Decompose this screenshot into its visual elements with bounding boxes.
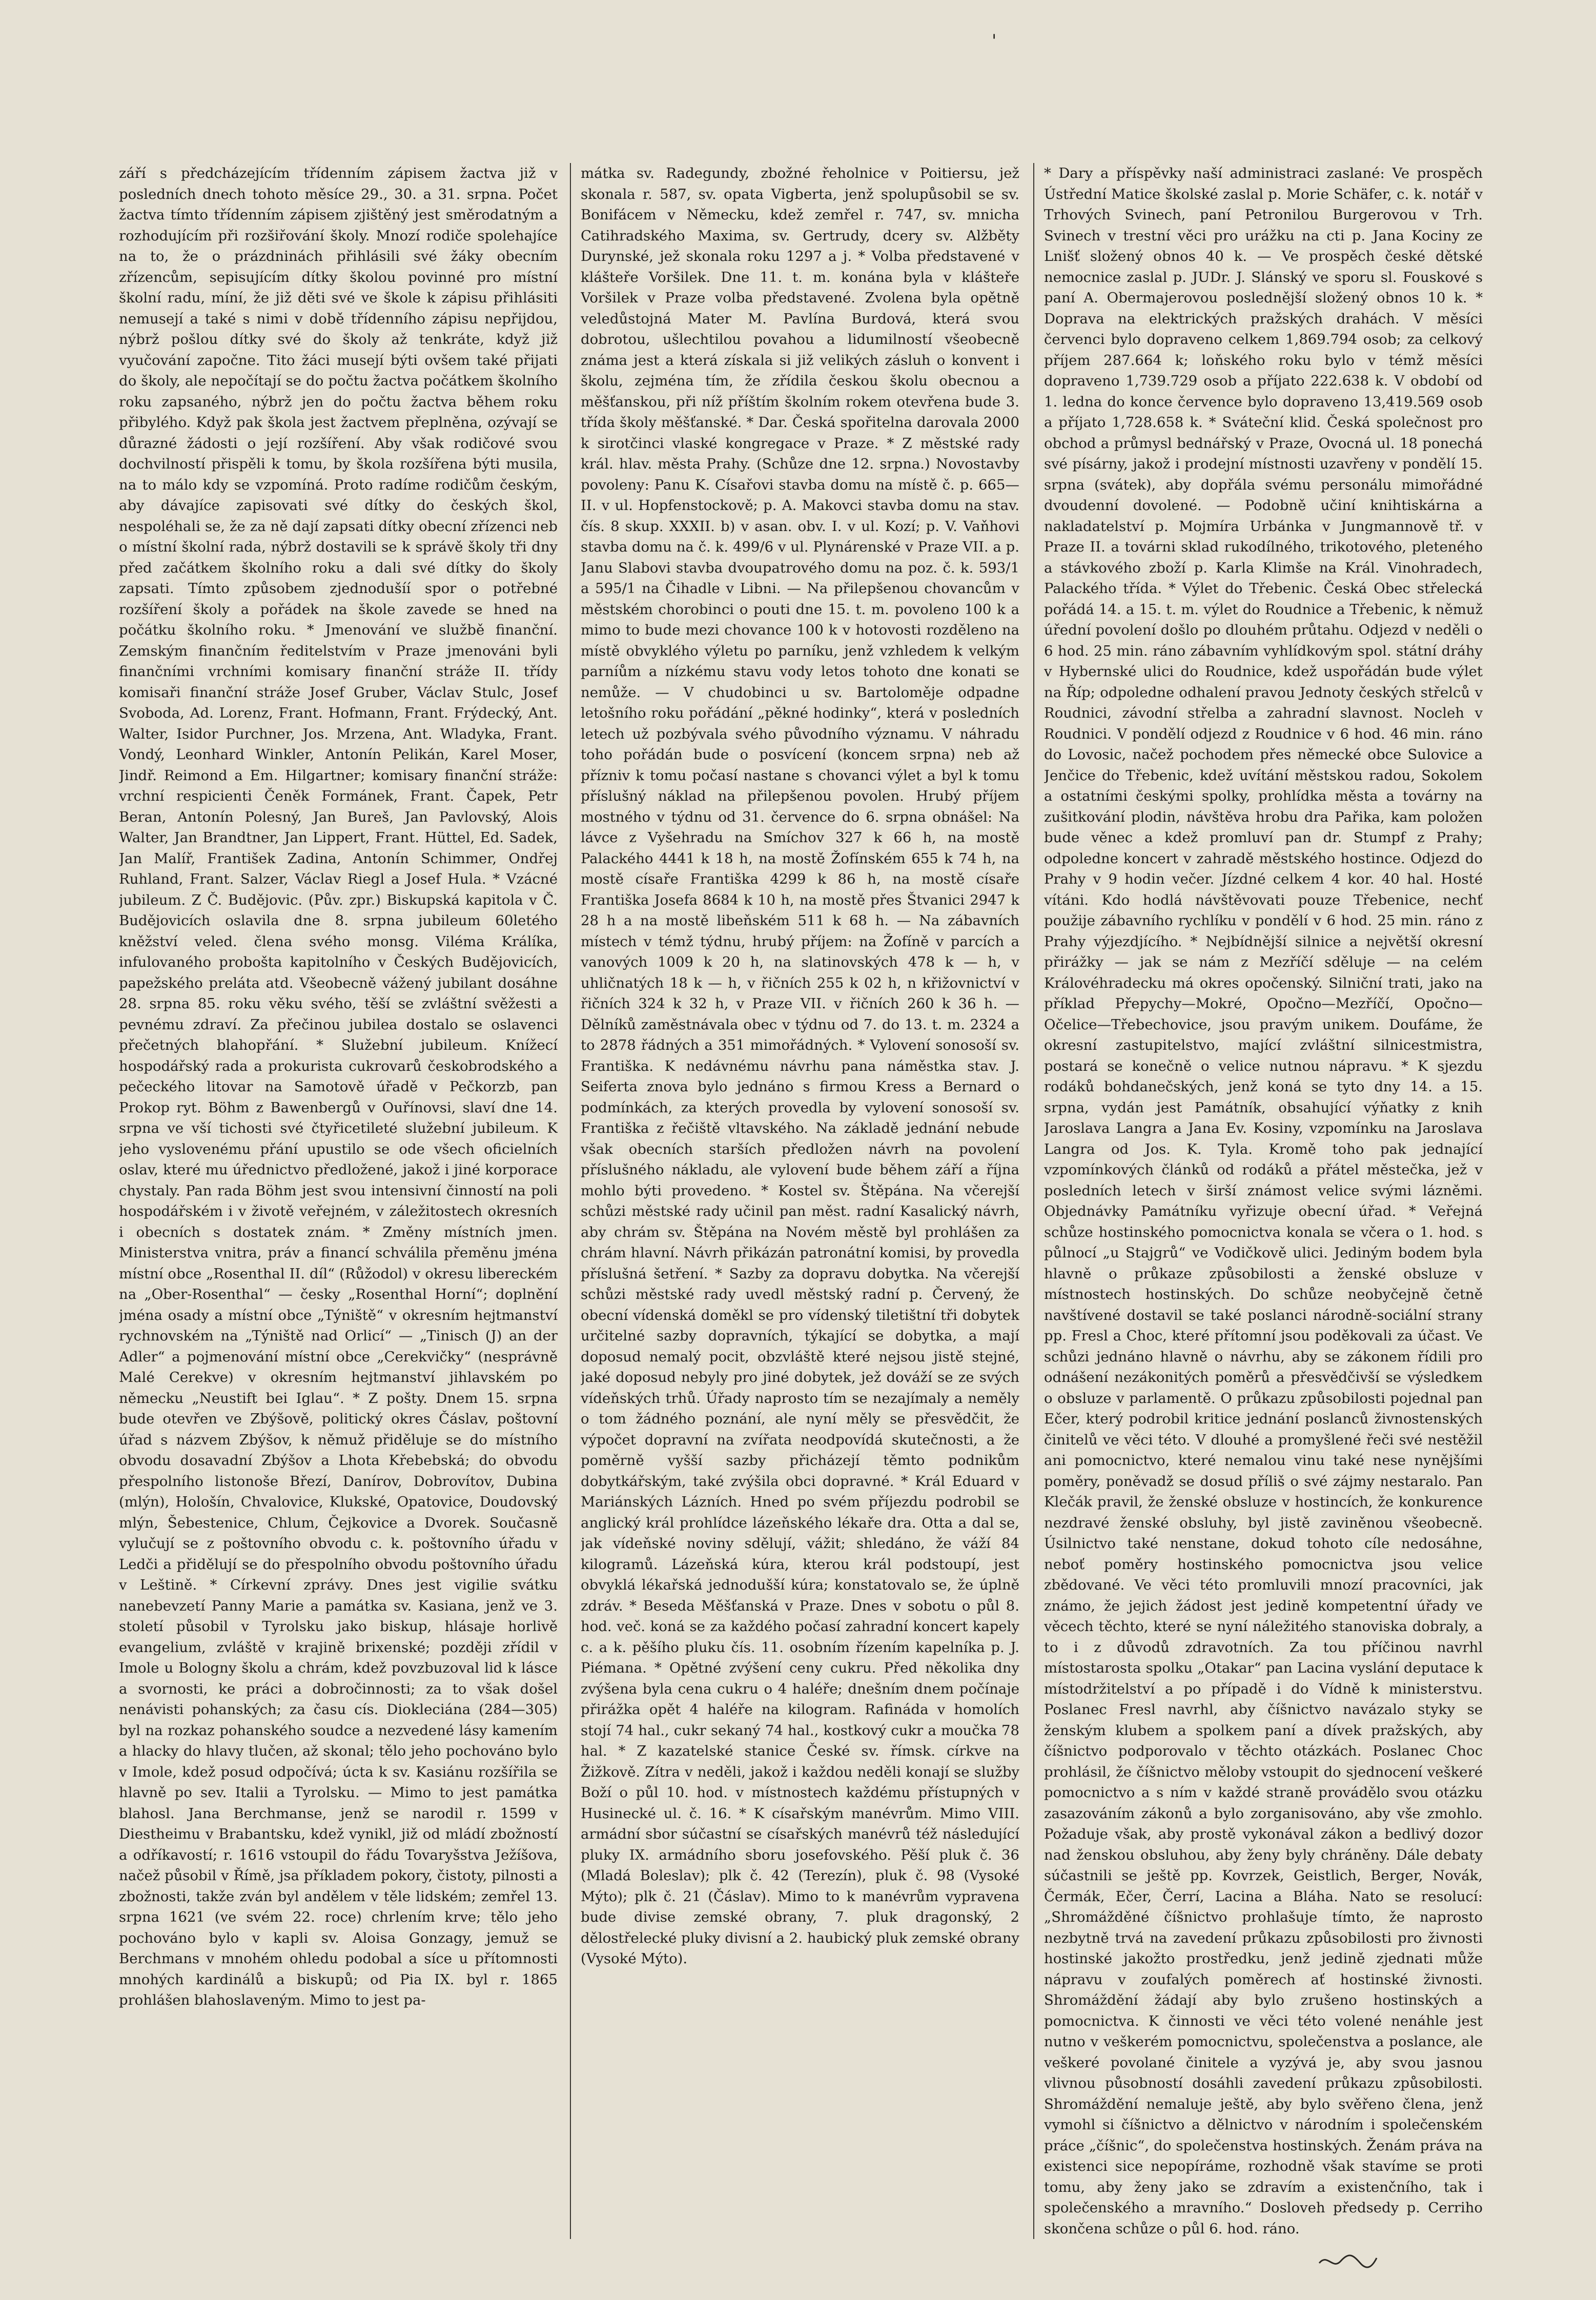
column-left-text: září s předcházejícím třídenním zápisem žactva již v posledních dnech tohoto měsíce 29., 30. a 31. srpna. Počet žactva tímto třídenním zápisem zjištěný jest směrodatným a rozhodujícím při rozšiřování školy. Mnozí rodiče spolehajíce na to, že o prázdninách přihlásili své žáky obecním zřízencům, sepisujícím dítky školou povinné pro místní školní radu, míní, že již děti své ve škole k zápisu přihlásiti nemusejí a také s nimi v době třídenního zápisu nepřijdou, nýbrž pošlou dítky své do školy až tenkráte, když již vyučování započne. Tito žáci musejí býti ovšem také přijati do školy, ale nepočítají se do počtu žactva počátkem školního roku zapsaného, nýbrž jen do počtu žactva během roku přibylého. Když pak škola jest žactvem přeplněna, ozývají se důrazné žádosti o její rozšíření. Aby však rodičové svou dochvilností přispěli k tomu, by škola rozšířena býti musila, na to málo kdy se vzpomíná. Proto radíme rodičům českým, aby dávajíce zapisovati své dítky do českých škol, nespoléhali se, že za ně dají zapsati dítky obecní zřízenci neb o místní školní rada, nýbrž dostavili se k správě školy tři dny před začátkem školního roku a dali své dítky do školy zapsati. Tímto způsobem zjednodušíí spor o potřebné rozšíření školy a pořádek na škole zavede se hned na počátku školního roku. * Jmenování ve službě finanční. Zemským finančním ředitelstvím v Praze jmenováni byli finančními vrchními komisary finanční stráže II. třídy komisaři finanční stráže Josef Gruber, Václav Stulc, Josef Svoboda, Ad. Lorenz, Frant. Hofmann, Frant. Frýdecký, Ant. Walter, Isidor Purchner, Jos. Mrzena, Ant. Wladyka, Frant. Vondý, Leonhard Winkler, Antonín Pelikán, Karel Moser, Jindř. Reimond a Em. Hilgartner; komisary finanční stráže: vrchní respicienti Čeněk Formánek, Frant. Čapek, Petr Beran, Antonín Polesný, Jan Bureš, Jan Pavlovský, Alois Walter, Jan Brandtner, Jan Lippert, Frant. Hüttel, Ed. Sadek, Jan Malíř, František Zadina, Antonín Schimmer, Ondřej Ruhland, Frant. Salzer, Václav Riegl a Josef Hula. * Vzácné jubileum. Z Č. Budějovic. (Pův. zpr.) Biskupská kapitola v Č. Budějovicích oslavila dne 8. srpna jubileum 60letého kněžství veled. člena svého monsg. Viléma Králíka, infulovaného probošta kapitolního v Českých Budějovicích, papežského preláta atd. Všeobecně vážený jubilant dosáhne 28. srpna 85. roku věku svého, těší se zvláštní svěžesti a pevnému zdraví. Za přečinou jubilea dostalo se oslavenci přečetných blahopřání. * Služební jubileum. Knížecí hospodářský rada a prokurista cukrovarů českobrodského a pečeckého litovar na Samotově úřadě v Pečkorzb, pan Prokop ryt. Böhm z Bawenbergů v Ouřínovsi, slaví dne 14. srpna ve vší tichosti své čtyřicetileté služební jubileum. K jeho vyslovenému přání upustilo se ode všech oficielních oslav, které mu úřednictvo předložené, jakož i jiné korporace chystaly. Pan rada Böhm jest svou intensivní činností na poli hospodářském i v životě veřejném, v záležitostech okresních i obecních s dostatek znám. * Změny místních jmen. Ministerstva vnitra, práv a financí schválila přeměnu jména místní obce „Rosenthal II. díl“ (Růžodol) v okresu libereckém na „Ober-Rosenthal“ — česky „Rosenthal Horní“; doplnění jména osady a místní obce „Týniště“ v okresním hejtmanství rychnovském na „Týniště nad Orlicí“ — „Tinisch (J) an der Adler“ a pojmenování místní obce „Cerekvičky“ (nesprávně Malé Cerekve) v okresním hejtmanství jihlavském po německu „Neustift bei Iglau“. * Z pošty. Dnem 15. srpna bude otevřen ve Zbýšově, politický okres Čáslav, poštovní úřad s názvem Zbýšov, k němuž přiděluje se do místního obvodu dosavadní Zbýšov a Lhota Křebebská; do obvodu přespolního listonoše Březí, Danírov, Dobrovítov, Dubina (mlýn), Hološín, Chvalovice, Klukské, Opatovice, Doudovský mlýn, Šebestenice, Chlum, Čejkovice a Dvorek. Současně vylučují se z poštovního obvodu c. k. poštovního úřadu v Ledči a přidělují se do přespolního obvodu poštovního úřadu v Leštině. * Církevní zprávy. Dnes jest vigilie svátku nanebevzetí Panny Marie a památka sv. Kasiana, jenž ve 3. století působil v Tyrolsku jako biskup, hlásaje horlivě evangelium, zvláště v krajině brixenské; později zřídil v Imole u Bologny školu a chrám, kdež povzbuzoval lid k lásce a svornosti, ke práci a dobročinnosti; za to však došel nenávisti pohanských; za času cís. Diokleciána (284—305) byl na rozkaz pohanského soudce a nezvedené lásy kamením a hlacky do hlavy tlučen, až skonal; tělo jeho pochováno bylo v Imole, kdež posud odpočívá; úcta k sv. Kasiánu rozšířila se hlavně po sev. Italii a Tyrolsku. — Mimo to jest památka blahosl. Jana Berchmanse, jenž se narodil r. 1599 v Diestheimu v Brabantsku, kdež vynikl, již od mládí zbožností a odříkavostí; r. 1616 vstoupil do řádu Tovaryšstva Ježíšova, načež působil v Římě, jsa příkladem pokory, čistoty, pilnosti a zbožnosti, takže zván byl andělem v těle lidském; zemřel 13. srpna 1621 (ve svém 22. roce) chrlením krve; tělo jeho pochováno bylo v kapli sv. Aloisa Gonzagy, jemuž se Berchmans v mnohém ohledu podobal a síce u přítomnosti mnohých kardinálů a biskupů; od Pia IX. byl r. 1865 prohlášen blahoslaveným. Mimo to jest pa- [119,165,558,2008]
column-right-text: * Dary a příspěvky naší administraci zaslané: Ve prospěch Ústřední Matice školské zaslal p. Morie Schäfer, c. k. notář v Trhových Svinech, paní Petronilou Burgerovou v Trh. Svinech v trestní věci pro urážku na cti p. Jana Kociny ze Lnišť složený obnos 40 k. — Ve prospěch české dětské nemocnice zaslal p. JUDr. J. Slánský ve sporu sl. Fouskové s paní A. Obermajerovou poslednější složený obnos 10 k. * Doprava na elektrických pražských drahách. V měsíci červenci bylo dopraveno celkem 1,869.794 osob; za celkový příjem 287.664 k; loňského roku bylo v témž měsíci dopraveno 1,739.729 osob a příjato 222.638 k. V období od 1. ledna do konce července bylo dopraveno 13,419.569 osob a příjato 1,728.658 k. * Sváteční klid. Česká společnost pro obchod a průmysl bednářský v Praze, Ovocná ul. 18 ponechá své písárny, jakož i prodejní místnosti uzavřeny v pondělí 15. srpna (svátek), aby dopřála svému personálu mimořádné dvoudenní dovolené. — Podobně učiní knihtiskárna a nakladatelství p. Mojmíra Urbánka v Jungmannově tř. v Praze II. a továrni sklad rukodílného, trikotového, pleteného a stávkového zboží p. Karla Klimše na Král. Vinohradech, Palackého třída. * Výlet do Třebenic. Česká Obec střelecká pořádá 14. a 15. t. m. výlet do Roudnice a Třebenic, k němuž úřední povolení došlo po dlouhém průtahu. Odjezd v neděli o 6 hod. 25 min. ráno zábavním vyhlídkovým spol. státní dráhy v Hybernské ulici do Roudnice, kdež uspořádán bude výlet na Říp; odpoledne odhalení pravou Jednoty českých střelců v Roudnici, závodní střelba a zahradní slavnost. Nocleh v Roudnici. V pondělí odjezd z Roudnice v 6 hod. 46 min. ráno do Lovosic, načež pochodem přes německé obce Sulovice a Jenčice do Třebenic, kdež uvítání městskou radou, Sokolem a ostatními českými spolky, prohlídka města a továrny na zušitkování plodin, návštěva hrobu dra Pařika, kam položen bude věnec a kdež promluví pan dr. Stumpf z Prahy; odpoledne koncert v zahradě městského hostince. Odjezd do Prahy v 9 hodin večer. Jízdné celkem 4 kor. 40 hal. Hosté vítáni. Kdo hodlá návštěvovati pouze Třebenice, nechť použije zábavního rychlíku v pondělí v 6 hod. 25 min. ráno z Prahy výjezdjícího. * Nejbídnější silnice a největší okresní přirážky — jak se nám z Mezříčí sděluje — na celém Královéhradecku má okres opočenský. Silniční trati, jako na příklad Přepychy—Mokré, Opočno—Mezříčí, Opočno—Očelice—Třebechovice, jsou pravým unikem. Doufáme, že okresní zastupitelstvo, mající zvláštní silnicestmistra, postará se konečně o velice nutnou nápravu. * K sjezdu rodáků bohdanečských, jenž koná se tyto dny 14. a 15. srpna, vydán jest Památník, obsahující výňatky z knih Jaroslava Langra a Jana Ev. Kosiny, vzpomínku na Jaroslava Langra od Jos. K. Tyla. Kromě toho pak jednající vzpomínkových článků od rodáků a přátel městečka, jež v posledních letech v širší známost velice svými lázněmi. Objednávky Památníku vyřizuje obecní úřad. * Veřejná schůze hostinského pomocnictva konala se včera o 1. hod. s půlnocí „u Stajgrů“ ve Vodičkově ulici. Jediným bodem byla hlavně o průkaze způsobilosti a ženské obsluze v místnostech hostinských. Do schůze neobyčejně četně navštívené dostavil se také poslanci národně-sociální strany pp. Fresl a Choc, které přítomní jsou poděkovali za účast. Ve schůzi jednáno hlavně o návrhu, aby se zákonem řídili pro odnášení nezákonitých poměrů a přesvědčivší se výsledkem o obsluze v parlamentě. O průkazu způsobilosti pojednal pan Ečer, který podrobil kritice jednání poslanců živnostenských činitelů ve věci této. V dlouhé a promyšlené řeči své nestěžil ani pomocnictvo, které nemalou vinu také nese nynějšími poměry, poněvadž se dosud příliš o své zájmy nestaralo. Pan Klečák pravil, že ženské obsluze v hostincích, že konkurence nezdravé ženské obsluhy, byl jistě zaviněnou všeobecně. Úsilnictvo také nenstane, dokud tohoto cíle nedosáhne, neboť poměry hostinského pomocnictva jsou velice zbědované. Ve věci této promluvili mnozí pracovníci, jak známo, že jejich žádost jest jedině kompetentní úřady ve věcech těchto, které se nyní náležitého stanoviska dobraly, a to i z důvodů zdravotních. Za tou příčinou navrhl místostarosta spolku „Otakar“ pan Lacina vyslání deputace k místodržitelství a po případě i do Vídně k ministerstvu. Poslanec Fresl navrhl, aby číšnictvo navázalo styky se ženským klubem a spolkem paní a dívek pražských, aby číšnictvo podporovalo v těchto otázkách. Poslanec Choc prohlásil, že číšnictvo měloby vstoupit do sjednocení veškeré pomocnictvo a s ním v každé straně provádělo svou otázku zasazováním zákonů a bylo zorganisováno, aby vše zmohlo. Požaduje však, aby prostě vykonával zákon a bedlivý dozor nad ženskou obsluhou, aby ženy byly chráněny. Dále debaty súčastnili se ještě pp. Kovrzek, Geistlich, Berger, Novák, Čermák, Ečer, Čerrí, Lacina a Bláha. Nato se resolucí: „Shromážděné číšnictvo prohlašuje tímto, že naprosto nezbytně trvá na zavedení průkazu způsobilosti pro živnosti hostinské jakožto prostředku, jenž jedině zjednati může nápravu v zoufalých poměrech ať hostinské živnosti. Shromáždění žádají aby bylo zrušeno hostinských a pomocnictva. K činnosti ve věci této volené nenáhle jest nutno v veškerém pomocnictvu, společenstva a poslance, ale veškeré povolané činitele a vyzývá je, aby svou jasnou vlivnou působností dosáhli zavedení průkazu způsobilosti. Shromáždění nemaluje ještě, aby bylo svěřeno člena, jenž vymohl si číšnictvo a dělnictvo v národním i společenském práce „číšnic“, do společenstva hostinských. Ženám práva na existenci sice nepopíráme, rozhodně však stavíme se proti tomu, aby ženy jako se zdravím a existenčního, tak i společenského a mravního.“ Dosloveh předsedy p. Cerriho skončena schůze o půl 6. hod. ráno. [1044,165,1483,2237]
column-divider-1 [570,163,571,2239]
column-divider-2 [1033,163,1034,2239]
column-middle-text: mátka sv. Radegundy, zbožné řeholnice v Poitiersu, jež skonala r. 587, sv. opata Vigberta, jenž spolupůsobil se sv. Bonifácem v Německu, kdež zemřel r. 747, sv. mnicha Catihradského Maxima, sv. Gertrudy, dcery sv. Alžběty Durynské, jež skonala roku 1297 a j. * Volba představené v klášteře Voršilek. Dne 11. t. m. konána byla v klášteře Voršilek v Praze volba představené. Zvolena byla opětně veledůstojná Mater M. Pavlína Burdová, která svou dobrotou, ušlechtilou povahou a lidumilností všeobecně známa jest a která získala si již velikých zásluh o konvent i školu, zejména tím, že zřídila českou školu obecnou a měšťanskou, při níž příštím školním rokem otevřena bude 3. třída školy měšťanské. * Dar. Česká spořitelna darovala 2000 k sirotčinci vlaské kongregace v Praze. * Z městské rady král. hlav. města Prahy. (Schůze dne 12. srpna.) Novostavby povoleny: Panu K. Císařovi stavba domu na místě č. p. 665—II. v ul. Hopfenstockově; p. A. Makovci stavba domu na stav. čís. 8 skup. XXXII. b) v asan. obv. I. v ul. Kozí; p. V. Vaňhovi stavba domu na č. k. 499/6 v ul. Plynárenské v Praze VII. a p. Janu Slabovi stavba dvoupatrového domu na poz. č. k. 593/1 a 595/1 na Čihadle v Libni. — Na přilepšenou chovancům v městském chorobinci o pouti dne 15. t. m. povoleno 100 k a mimo to bude mezi chovance 100 k v hotovosti rozděleno na místě obvyklého výletu po parníku, jenž vzhledem k velkým parníům a nízkému stavu vody letos tohoto dne konati se nemůže. — V chudobinci u sv. Bartoloměje odpadne letošního roku pořádání „pěkné hodinky“, která v posledních letech už pozbývala svého původního významu. V náhradu toho pořádán bude o posvícení (koncem srpna) neb až přízniv k tomu počasí nastane s chovanci výlet a byl k tomu příslušný náklad na přilepšenou povolen. Hrubý příjem mostného v týdnu od 31. července do 6. srpna obnášel: Na lávce z Vyšehradu na Smíchov 327 k 66 h, na mostě Palackého 4441 k 18 h, na mostě Žofínském 655 k 74 h, na mostě císaře Františka 4299 k 86 h, na mostě císaře Františka Josefa 8684 k 10 h, na mostě přes Štvanici 2947 k 28 h a na mostě libeňském 511 k 68 h. — Na zábavních místech v témž týdnu, hrubý příjem: na Žofíně v parcích a vanových 1009 k 20 h, na slatinovských 478 k — h, v uhličnatých 18 k — h, v řičních 255 k 02 h, n křižovnictví v řičních 324 k 32 h, v Praze VII. v řičních 260 k 36 h. — Dělníků zaměstnávala obec v týdnu od 7. do 13. t. m. 2324 a to 2878 řádných a 351 mimořádných. * Vylovení sonosoší sv. Františka. K nedávnému návrhu pana náměstka stav. J. Seiferta znova bylo jednáno s firmou Kress a Bernard o podmínkách, za kterých provedla by vylovení sonosoší sv. Františka z řečiště vltavského. Na základě jednání nebude však obecních starších předložen návrh na povolení příslušného nákladu, ale vylovení bude během září a října mohlo býti provedeno. * Kostel sv. Štěpána. Na včerejší schůzi městské rady učinil pan měst. radní Kasalický návrh, aby chrám sv. Štěpána na Novém městě byl prohlášen za chrám hlavní. Návrh přikázán patronátní komisi, by provedla příslušná šetření. * Sazby za dopravu dobytka. Na včerejší schůzi městské rady uvedl městský radní p. Červený, že obecní vídenská doměkl se pro vídenský tiletištní tři dobytek určitelné sazby dopravních, týkající se dobytka, a mají doposud nemalý pocit, obzvláště které nejsou jistě stejné, jaké doposud nebyly pro jiné dobytek, jež dováží se ze svých vídeňských trhů. Úřady naprosto tím se nezajímaly a neměly o tom žádného poznání, ale nyní měly se přesvědčit, že výpočet dopravní na zvířata neodpovídá skutečnosti, a že poměrně vyšší sazby přicházejí těmto podnikům dobytkářským, také zvýšila obci dopravné. * Král Eduard v Mariánských Lázních. Hned po svém příjezdu podrobil se anglický král prohlídce lázeňského lékaře dra. Otta a dal se, jak vídeňské noviny sdělují, vážit; shledáno, že váží 84 kilogramů. Lázeňská kúra, kterou král podstoupí, jest obvyklá lékařská jednodušší kúra; konstatovalo se, že úplně zdráv. * Beseda Měšťanská v Praze. Dnes v sobotu o půl 8. hod. več. koná se za každého počasí zahradní koncert kapely c. a k. pěšího pluku čís. 11. osobním řízením kapelníka p. J. Piémana. * Opětné zvýšení ceny cukru. Před několika dny zvýšena byla cena cukru o 4 haléře; dnešním dnem počínaje přirážka opět 4 haléře na kilogram. Rafináda v homolích stojí 74 hal., cukr sekaný 74 hal., kostkový cukr a moučka 78 hal. * Z kazatelské stanice České sv. římsk. církve na Žižkově. Zítra v neděli, jakož i každou neděli konají se služby Boží o půl 10. hod. v místnostech každému přístupných v Husinecké ul. č. 16. * K císařským manévrům. Mimo VIII. armádní sbor súčastní se císařských manévrů též následující pluky IX. armádního sboru josefovského. Pěší pluk č. 36 (Mladá Boleslav); plk č. 42 (Terezín), pluk č. 98 (Vysoké Mýto); plk č. 21 (Čáslav). Mimo to k manévrům vypravena bude divise zemské obrany, 7. pluk dragonský, 2 dělostřelecké pluky divisní a 2. haubický pluk zemské obrany (Vysoké Mýto). [581,165,1019,1967]
column-middle [581,163,1019,2239]
ink-scribble-icon [1317,2248,1379,2272]
top-margin-mark: ' [992,31,997,51]
column-right [1044,163,1483,2239]
column-left [119,163,558,2239]
